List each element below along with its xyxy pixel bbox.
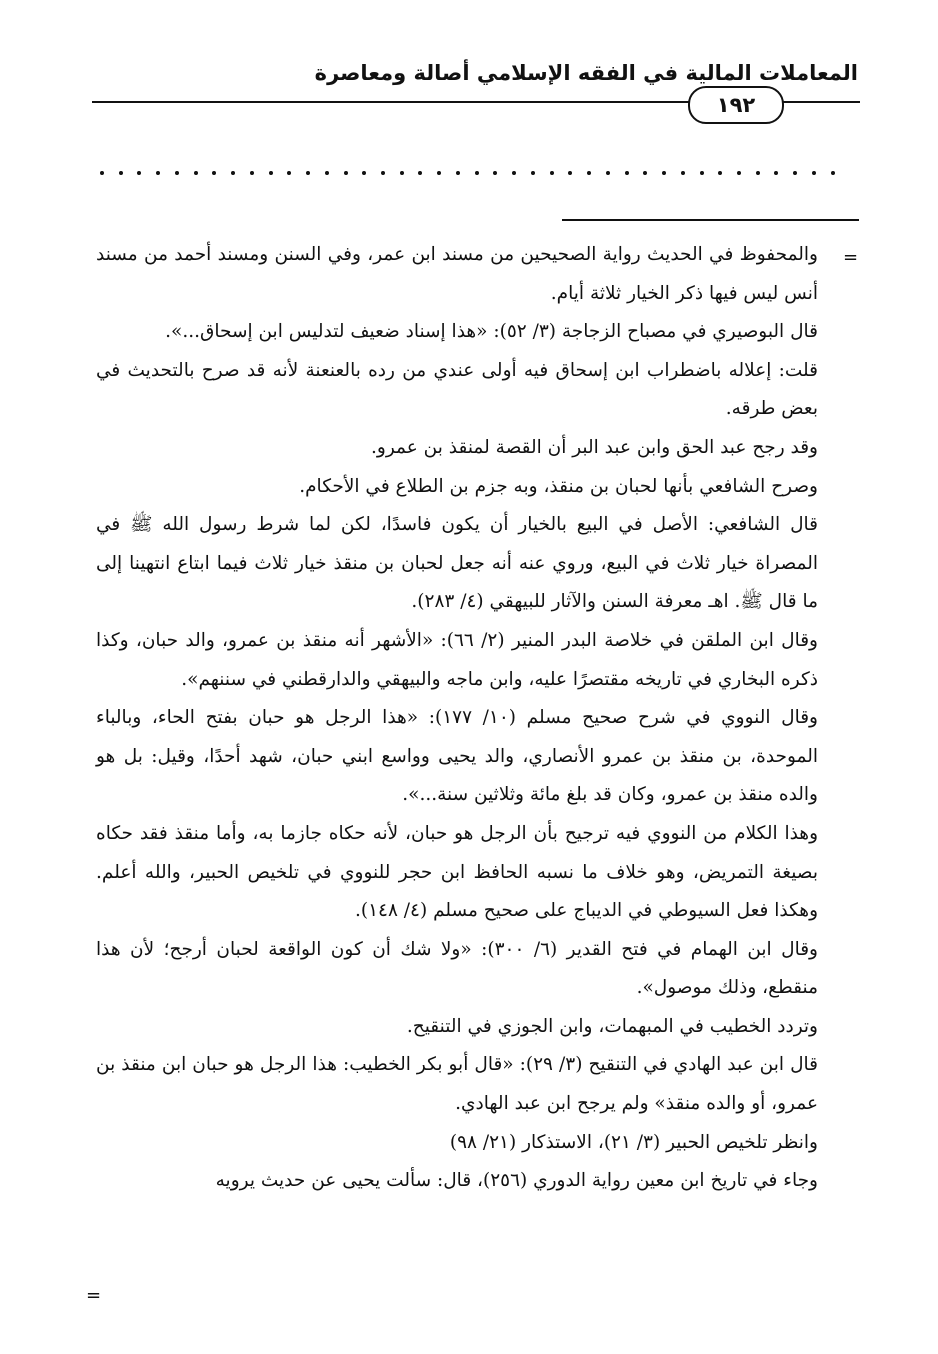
footnote-paragraph: قال البوصيري في مصباح الزجاجة (٣/ ٥٢): «هذا إسناد ضعيف لتدليس ابن إسحاق...». (165, 321, 818, 343)
dot (418, 171, 422, 175)
dot (550, 171, 554, 175)
dot (381, 171, 385, 175)
dot (325, 171, 329, 175)
ellipsis-dot-row (100, 163, 835, 183)
footnote-body (96, 236, 818, 1201)
footnote-continuation-mark-bottom: = (86, 1285, 102, 1306)
dot (156, 171, 160, 175)
dot (737, 171, 741, 175)
dot (587, 171, 591, 175)
dot (568, 171, 572, 175)
footnote-paragraph: وتردد الخطيب في المبهمات، وابن الجوزي في التنقيح. (406, 1015, 818, 1037)
dot (100, 171, 104, 175)
dot (531, 171, 535, 175)
dot (774, 171, 778, 175)
dot (306, 171, 310, 175)
dot (400, 171, 404, 175)
footnote-paragraph: وقال ابن الهمام في فتح القدير (٦/ ٣٠٠): «ولا شك أن كون الواقعة لحبان أرجح؛ لأن هذا منقطع، وذلك موصول». (96, 938, 818, 999)
footnote-paragraph: وقد رجح عبد الحق وابن عبد البر أن القصة لمنقذ بن عمرو. (371, 436, 818, 458)
dot (812, 171, 816, 175)
footnote-paragraph: وصرح الشافعي بأنها لحبان بن منقذ، وبه جزم بن الطلاع في الأحكام. (299, 475, 818, 497)
dot (231, 171, 235, 175)
dot (194, 171, 198, 175)
footnote-paragraph: وهذا الكلام من النووي فيه ترجيح بأن الرجل هو حبان، لأنه حكاه جازما به، وأما منقذ فقد حكاه بصيغة التمريض، وهو خلاف ما نسبه الحافظ ابن حجر للنووي في تلخيص الحبير، والله أعلم. وهكذا فعل السيوطي في الديباج على صحيح مسلم (٤/ ١٤٨). (96, 822, 818, 922)
dot (119, 171, 123, 175)
dot (175, 171, 179, 175)
footnote-separator-rule (562, 219, 859, 221)
dot (212, 171, 216, 175)
dot (756, 171, 760, 175)
footnote-paragraph: وقال ابن الملقن في خلاصة البدر المنير (٢/ ٦٦): «الأشهر أنه منقذ بن عمرو، والد حبان، وكذا ذكره البخاري في تاريخه مقتصرًا عليه، وابن ماجه والبيهقي والدارقطني في سننهم». (96, 629, 818, 690)
dot (250, 171, 254, 175)
footnote-continuation-mark-top: = (843, 247, 859, 268)
dot (362, 171, 366, 175)
dot (643, 171, 647, 175)
dot (700, 171, 704, 175)
dot (681, 171, 685, 175)
dot (137, 171, 141, 175)
running-title: المعاملات المالية في الفقه الإسلامي أصالة ومعاصرة (314, 61, 858, 85)
dot (437, 171, 441, 175)
dot (344, 171, 348, 175)
dot (269, 171, 273, 175)
dot (287, 171, 291, 175)
page-number: ١٩٢ (688, 86, 784, 124)
footnote-paragraph: وقال النووي في شرح صحيح مسلم (١٠/ ١٧٧): «هذا الرجل هو حبان بفتح الحاء، وبالباء الموحدة، بن منقذ بن عمرو الأنصاري، والد يحيى وواسع ابني حبان، شهد أحدًا، وقيل: بل هو والده منقذ بن عمرو، وكان قد بلغ مائة وثلاثين سنة...». (96, 707, 818, 806)
dot (718, 171, 722, 175)
dot (625, 171, 629, 175)
footnote-paragraph: وانظر تلخيص الحبير (٣/ ٢١)، الاستذكار (٢١/ ٩٨) (449, 1131, 818, 1153)
footnote-paragraph: والمحفوظ في الحديث رواية الصحيحين من مسند ابن عمر، وفي السنن ومسند أحمد من مسند أنس ليس فيها ذكر الخيار ثلاثة أيام. (96, 244, 818, 304)
dot (662, 171, 666, 175)
footnote-paragraph: قال الشافعي: الأصل في البيع بالخيار أن يكون فاسدًا، لكن لما شرط رسول الله ﷺ في المصراة خيار ثلاث في البيع، وروي عنه أنه جعل لحبان بن منقذ خيار ثلاث فيما ابتاع انتهينا إلى ما قال ﷺ. اهـ معرفة السنن والآثار للبيهقي (٤/ ٢٨٣). (96, 514, 818, 613)
dot (456, 171, 460, 175)
dot (475, 171, 479, 175)
footnote-paragraph: قلت: إعلاله باضطراب ابن إسحاق فيه أولى عندي من رده بالعنعنة لأنه قد صرح بالتحديث في بعض طرقه. (96, 359, 818, 420)
dot (793, 171, 797, 175)
dot (606, 171, 610, 175)
dot (831, 171, 835, 175)
dot (493, 171, 497, 175)
footnote-paragraph: قال ابن عبد الهادي في التنقيح (٣/ ٢٩): «قال أبو بكر الخطيب: هذا الرجل هو حبان ابن منقذ بن عمرو، أو والده منقذ» ولم يرجح ابن عبد الهادي. (96, 1054, 818, 1115)
dot (512, 171, 516, 175)
footnote-paragraph: وجاء في تاريخ ابن معين رواية الدوري (٢٥٦)، قال: سألت يحيى عن حديث يرويه (215, 1170, 818, 1192)
